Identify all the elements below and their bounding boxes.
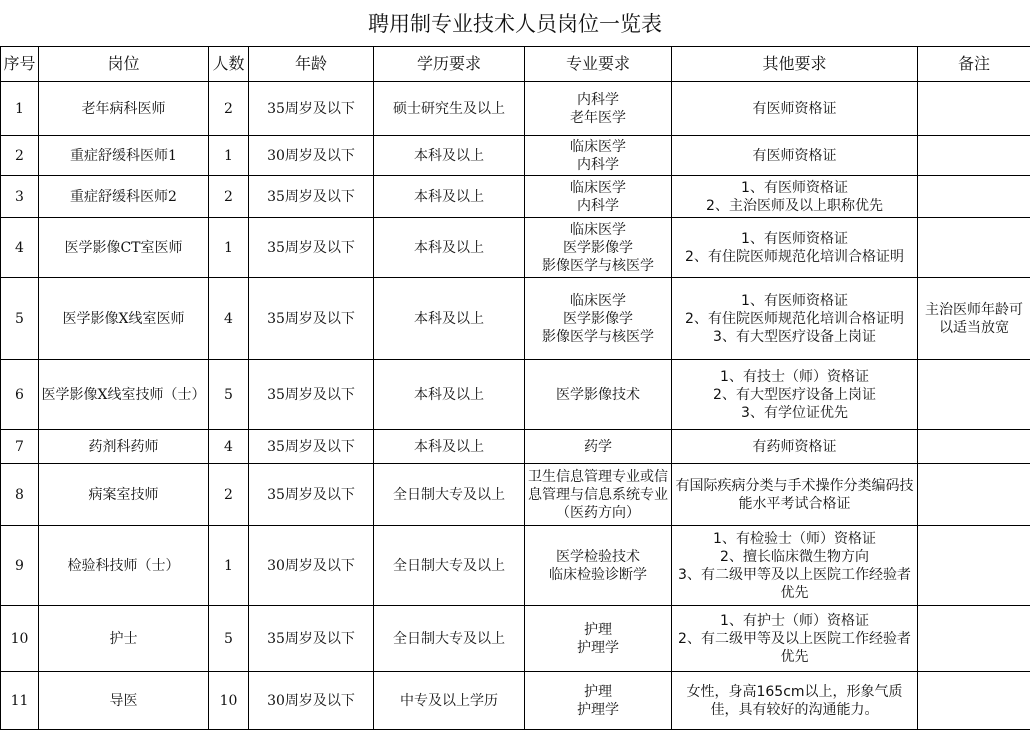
education-cell: 硕士研究生及以上: [374, 82, 525, 136]
headcount-cell: 4: [209, 430, 249, 464]
post-cell: 病案室技师: [39, 464, 209, 526]
post-cell: 老年病科医师: [39, 82, 209, 136]
other-requirements-cell: 1、有护士（师）资格证 2、有二级甲等及以上医院工作经验者优先: [672, 606, 918, 672]
age-cell: 35周岁及以下: [249, 464, 374, 526]
post-cell: 重症舒缓科医师1: [39, 136, 209, 176]
headcount-cell: 4: [209, 278, 249, 360]
post-cell: 护士: [39, 606, 209, 672]
age-cell: 35周岁及以下: [249, 606, 374, 672]
age-cell: 35周岁及以下: [249, 218, 374, 278]
row-number-cell: 10: [1, 606, 39, 672]
other-requirements-cell: 1、有技士（师）资格证 2、有大型医疗设备上岗证 3、有学位证优先: [672, 360, 918, 430]
headcount-cell: 1: [209, 136, 249, 176]
table-row: [1, 360, 1030, 430]
row-number-cell: 1: [1, 82, 39, 136]
headcount-cell: 5: [209, 360, 249, 430]
row-number-cell: 4: [1, 218, 39, 278]
header-cell-no: 序号: [1, 47, 39, 82]
major-cell: 卫生信息管理专业或信息管理与信息系统专业（医药方向）: [525, 464, 672, 526]
major-cell: 医学检验技术 临床检验诊断学: [525, 526, 672, 606]
table-row: [1, 218, 1030, 278]
table-row: [1, 82, 1030, 136]
major-cell: 临床医学 内科学: [525, 176, 672, 218]
header-cell-age: 年龄: [249, 47, 374, 82]
note-cell: [918, 82, 1030, 136]
table-body: [1, 82, 1030, 730]
header-cell-other: 其他要求: [672, 47, 918, 82]
other-requirements-cell: 1、有医师资格证 2、有住院医师规范化培训合格证明 3、有大型医疗设备上岗证: [672, 278, 918, 360]
other-requirements-cell: 有国际疾病分类与手术操作分类编码技能水平考试合格证: [672, 464, 918, 526]
table-row: [1, 430, 1030, 464]
table-row: [1, 672, 1030, 730]
header-row: [1, 47, 1030, 82]
note-cell: [918, 218, 1030, 278]
major-cell: 医学影像技术: [525, 360, 672, 430]
note-cell: [918, 136, 1030, 176]
age-cell: 35周岁及以下: [249, 176, 374, 218]
post-cell: 导医: [39, 672, 209, 730]
note-cell: [918, 430, 1030, 464]
major-cell: 护理 护理学: [525, 606, 672, 672]
post-cell: 检验科技师（士）: [39, 526, 209, 606]
note-cell: [918, 526, 1030, 606]
other-requirements-cell: 有医师资格证: [672, 82, 918, 136]
major-cell: 内科学 老年医学: [525, 82, 672, 136]
age-cell: 30周岁及以下: [249, 526, 374, 606]
education-cell: 本科及以上: [374, 176, 525, 218]
age-cell: 30周岁及以下: [249, 136, 374, 176]
post-cell: 医学影像X线室医师: [39, 278, 209, 360]
other-requirements-cell: 女性，身高165cm以上，形象气质佳，具有较好的沟通能力。: [672, 672, 918, 730]
table-row: [1, 136, 1030, 176]
note-cell: [918, 606, 1030, 672]
row-number-cell: 2: [1, 136, 39, 176]
row-number-cell: 7: [1, 430, 39, 464]
major-cell: 临床医学 医学影像学 影像医学与核医学: [525, 218, 672, 278]
header-cell-note: 备注: [918, 47, 1030, 82]
other-requirements-cell: 1、有医师资格证 2、有住院医师规范化培训合格证明: [672, 218, 918, 278]
other-requirements-cell: 1、有医师资格证 2、主治医师及以上职称优先: [672, 176, 918, 218]
education-cell: 本科及以上: [374, 136, 525, 176]
education-cell: 本科及以上: [374, 360, 525, 430]
note-cell: [918, 672, 1030, 730]
education-cell: 全日制大专及以上: [374, 606, 525, 672]
age-cell: 30周岁及以下: [249, 672, 374, 730]
education-cell: 全日制大专及以上: [374, 464, 525, 526]
education-cell: 本科及以上: [374, 430, 525, 464]
education-cell: 中专及以上学历: [374, 672, 525, 730]
table-row: [1, 278, 1030, 360]
table-title: 聘用制专业技术人员岗位一览表: [0, 0, 1030, 46]
headcount-cell: 2: [209, 82, 249, 136]
note-cell: [918, 464, 1030, 526]
age-cell: 35周岁及以下: [249, 430, 374, 464]
header-cell-major: 专业要求: [525, 47, 672, 82]
row-number-cell: 3: [1, 176, 39, 218]
headcount-cell: 1: [209, 526, 249, 606]
education-cell: 全日制大专及以上: [374, 526, 525, 606]
post-cell: 医学影像CT室医师: [39, 218, 209, 278]
headcount-cell: 2: [209, 176, 249, 218]
education-cell: 本科及以上: [374, 278, 525, 360]
major-cell: 药学: [525, 430, 672, 464]
education-cell: 本科及以上: [374, 218, 525, 278]
headcount-cell: 2: [209, 464, 249, 526]
table-row: [1, 176, 1030, 218]
headcount-cell: 5: [209, 606, 249, 672]
header-cell-education: 学历要求: [374, 47, 525, 82]
note-cell: [918, 360, 1030, 430]
major-cell: 临床医学 医学影像学 影像医学与核医学: [525, 278, 672, 360]
row-number-cell: 11: [1, 672, 39, 730]
header-cell-count: 人数: [209, 47, 249, 82]
other-requirements-cell: 有医师资格证: [672, 136, 918, 176]
headcount-cell: 10: [209, 672, 249, 730]
row-number-cell: 8: [1, 464, 39, 526]
header-cell-post: 岗位: [39, 47, 209, 82]
headcount-cell: 1: [209, 218, 249, 278]
row-number-cell: 9: [1, 526, 39, 606]
table-row: [1, 606, 1030, 672]
major-cell: 护理 护理学: [525, 672, 672, 730]
age-cell: 35周岁及以下: [249, 278, 374, 360]
note-cell: [918, 176, 1030, 218]
table-row: [1, 526, 1030, 606]
row-number-cell: 5: [1, 278, 39, 360]
post-cell: 重症舒缓科医师2: [39, 176, 209, 218]
post-cell: 医学影像X线室技师（士）: [39, 360, 209, 430]
age-cell: 35周岁及以下: [249, 82, 374, 136]
table-row: [1, 464, 1030, 526]
major-cell: 临床医学 内科学: [525, 136, 672, 176]
positions-table: [0, 46, 1030, 730]
post-cell: 药剂科药师: [39, 430, 209, 464]
other-requirements-cell: 1、有检验士（师）资格证 2、擅长临床微生物方向 3、有二级甲等及以上医院工作经验者优先: [672, 526, 918, 606]
other-requirements-cell: 有药师资格证: [672, 430, 918, 464]
age-cell: 35周岁及以下: [249, 360, 374, 430]
note-cell: 主治医师年龄可以适当放宽: [918, 278, 1030, 360]
row-number-cell: 6: [1, 360, 39, 430]
